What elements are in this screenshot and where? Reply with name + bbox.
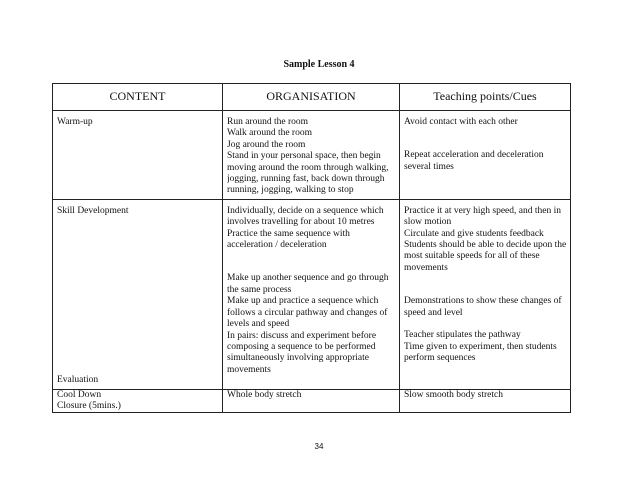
header-content: CONTENT bbox=[53, 84, 223, 111]
lesson-table bbox=[52, 83, 571, 413]
warmup-organisation: Run around the room Walk around the room Jog around the room Stand in your personal space, then begin moving around the room through walking, jogging, running fast, back down through running, jogging, walking to stop bbox=[223, 111, 400, 200]
table-row bbox=[53, 389, 571, 413]
table-row bbox=[53, 199, 571, 389]
cooldown-teaching-points: Slow smooth body stretch bbox=[400, 389, 571, 413]
header-organisation: ORGANISATION bbox=[223, 84, 400, 111]
table-header-row bbox=[53, 84, 571, 111]
cooldown-organisation: Whole body stretch bbox=[223, 389, 400, 413]
skill-teaching-points: Practice it at very high speed, and then in slow motion Circulate and give students feedback Students should be able to decide upon the most suitable speeds for all of these movements Demonstrations to show these changes of speed and level Teacher stipulates the pathway Time given to experiment, then students perform sequences bbox=[400, 199, 571, 389]
page-number: 34 bbox=[314, 442, 324, 451]
warmup-content: Warm-up bbox=[53, 111, 223, 200]
cooldown-content: Cool Down Closure (5mins.) bbox=[53, 389, 223, 413]
table-row bbox=[53, 111, 571, 200]
skill-content: Skill Development Evaluation bbox=[53, 199, 223, 389]
warmup-teaching-points: Avoid contact with each other Repeat acceleration and deceleration several times bbox=[400, 111, 571, 200]
lesson-title: Sample Lesson 4 bbox=[283, 59, 355, 70]
skill-organisation: Individually, decide on a sequence which involves travelling for about 10 metres Practice the same sequence with acceleration / deceleration Make up another sequence and go through the same process Make up and practice a sequence which follows a circular pathway and changes of levels and speed In pairs: discuss and experiment before composing a sequence to be performed simultaneously involving appropriate movements bbox=[223, 199, 400, 389]
evaluation-label: Evaluation bbox=[57, 375, 99, 386]
header-teaching-points: Teaching points/Cues bbox=[400, 84, 571, 111]
